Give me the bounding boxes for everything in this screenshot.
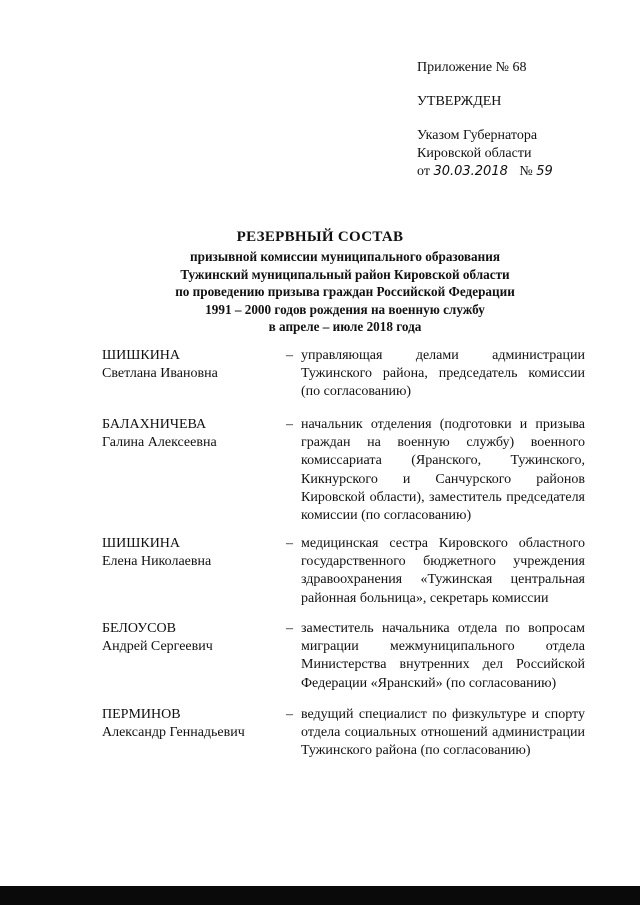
decree-line-2: Кировской области bbox=[417, 146, 532, 161]
appendix-number: Приложение № 68 bbox=[417, 60, 527, 75]
member-role: ведущий специалист по физкультуре и спорту отдела социальных отношений администрации Тужинского района (по согласованию) bbox=[301, 707, 585, 759]
member-given-name: Александр Геннадьевич bbox=[102, 725, 245, 740]
subtitle-line: Тужинский муниципальный район Кировской области bbox=[180, 266, 510, 282]
member-dash: – bbox=[286, 536, 293, 551]
member-given-name: Андрей Сергеевич bbox=[102, 639, 213, 654]
member-dash: – bbox=[286, 707, 293, 722]
member-role: начальник отделения (подготовки и призыва граждан на военную службу) военного комиссариата (Яранского, Тужинского, Кикнурского и Санчурского районов Кировской области), заместитель председателя комиссии (по согласованию) bbox=[301, 417, 585, 524]
subtitle-line: в апреле – июле 2018 года bbox=[268, 319, 422, 335]
decree-date-line bbox=[417, 163, 553, 181]
member-surname: ПЕРМИНОВ bbox=[102, 707, 181, 722]
member-surname: ШИШКИНА bbox=[102, 536, 181, 551]
member-role: медицинская сестра Кировского областного государственного бюджетного учреждения здравоохранения «Тужинская центральная районная больница», секретарь комиссии bbox=[301, 536, 585, 606]
member-dash: – bbox=[286, 621, 293, 636]
member-dash: – bbox=[286, 348, 293, 363]
member-role: заместитель начальника отдела по вопросам миграции межмуниципального отдела Министерства внутренних дел Российской Федерации «Яранский» (по согласованию) bbox=[301, 621, 585, 691]
member-given-name: Галина Алексеевна bbox=[102, 435, 217, 450]
decree-line-1: Указом Губернатора bbox=[417, 128, 538, 143]
subtitle-line: призывной комиссии муниципального образования bbox=[190, 249, 500, 264]
handwritten-number: 59 bbox=[536, 164, 553, 179]
member-role: управляющая делами администрации Тужинского района, председатель комиссии (по согласованию) bbox=[301, 348, 585, 400]
date-prefix: от bbox=[417, 164, 430, 179]
handwritten-date: 30.03.2018 bbox=[433, 164, 508, 179]
approved-label: УТВЕРЖДЕН bbox=[417, 94, 502, 109]
scan-edge-bar bbox=[0, 886, 640, 905]
member-given-name: Елена Николаевна bbox=[102, 554, 212, 569]
member-surname: БАЛАХНИЧЕВА bbox=[102, 417, 207, 432]
document-subtitle bbox=[25, 248, 640, 336]
number-prefix: № bbox=[519, 164, 533, 179]
subtitle-line: по проведению призыва граждан Российской Федерации bbox=[175, 284, 515, 300]
member-given-name: Светлана Ивановна bbox=[102, 366, 218, 381]
member-surname: ШИШКИНА bbox=[102, 348, 181, 363]
document-title: РЕЗЕРВНЫЙ СОСТАВ bbox=[236, 229, 404, 245]
member-surname: БЕЛОУСОВ bbox=[102, 621, 176, 636]
member-dash: – bbox=[286, 417, 293, 432]
subtitle-line: 1991 – 2000 годов рождения на военную службу bbox=[205, 301, 485, 317]
